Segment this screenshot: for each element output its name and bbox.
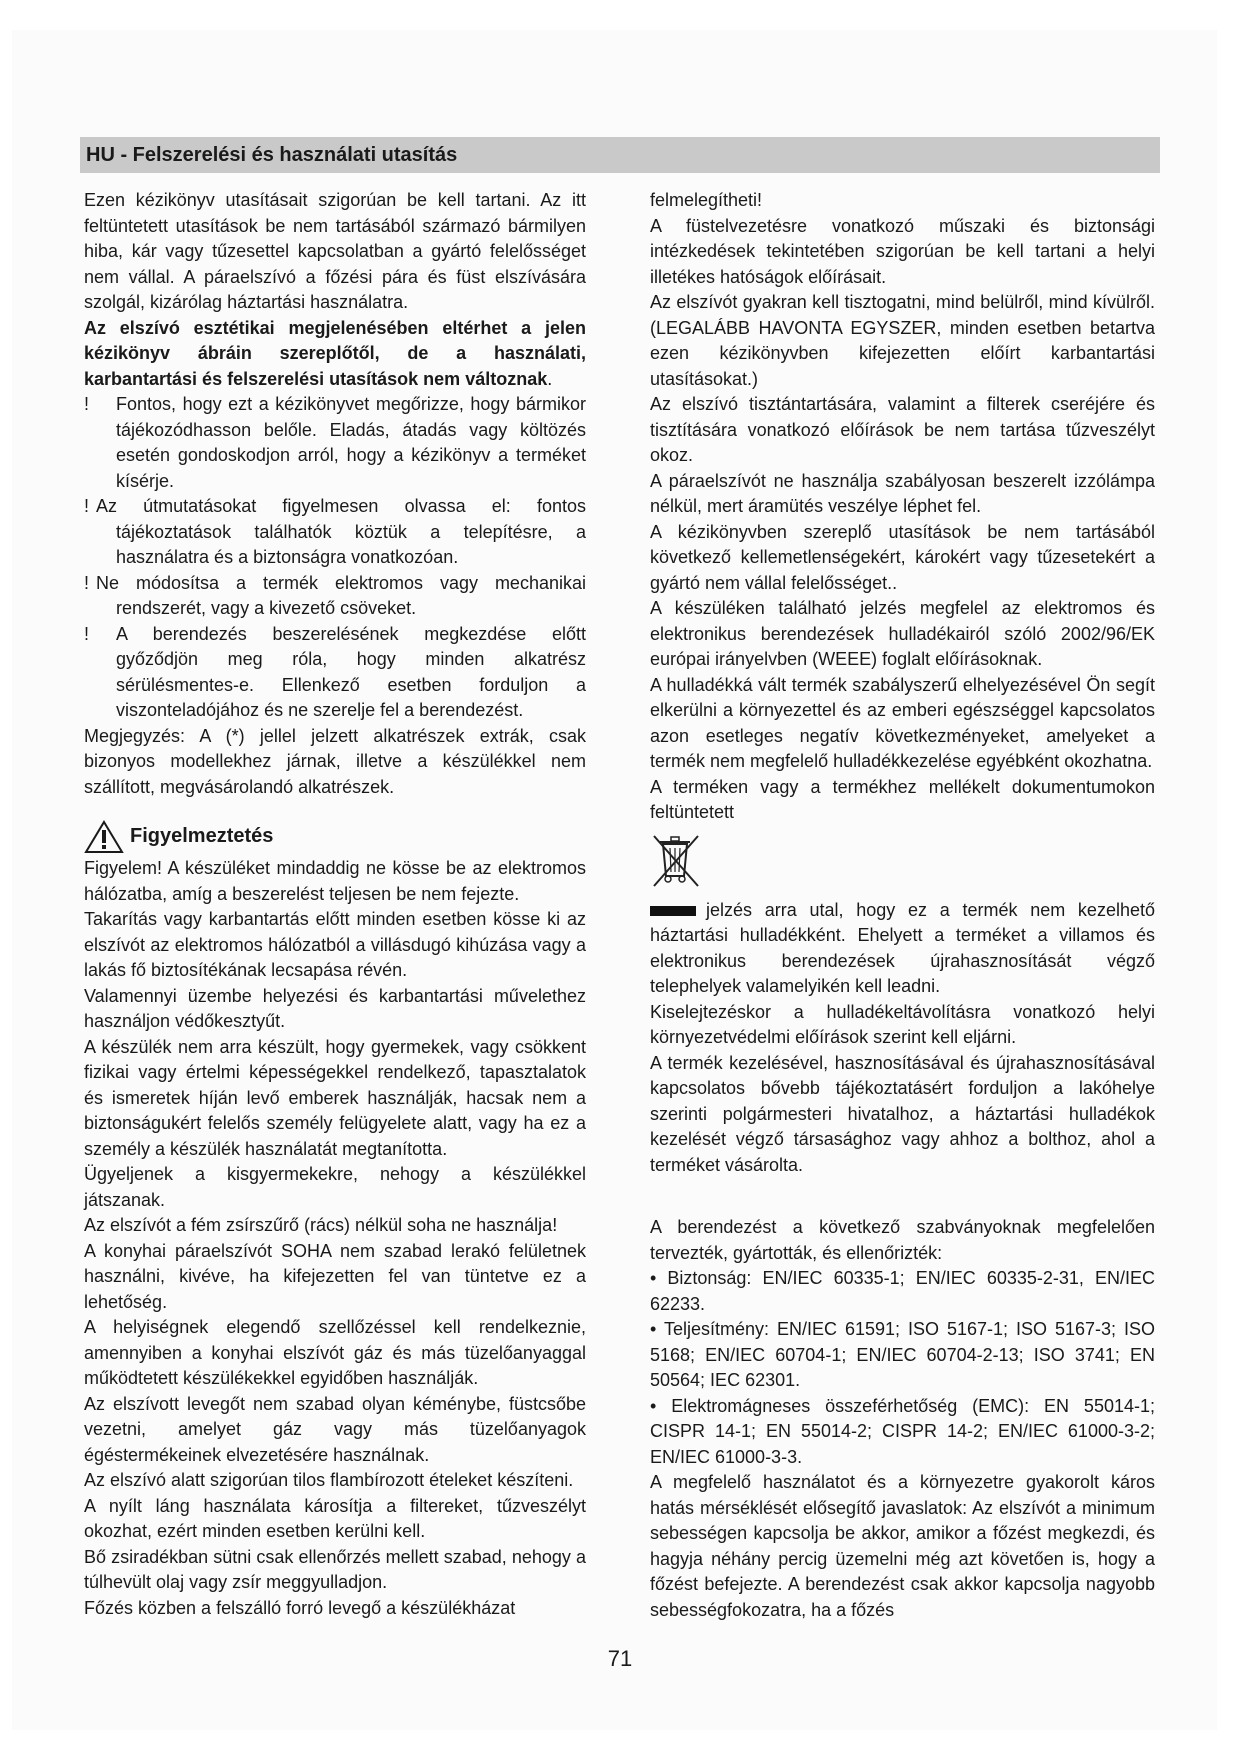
standards-item: • Biztonság: EN/IEC 60335-1; EN/IEC 60335-2-31, EN/IEC 62233. <box>650 1268 1155 1314</box>
warning-heading <box>84 820 586 854</box>
paragraph: A készüléken található jelzés megfelel az elektromos és elektronikus berendezések hulladékairól szóló 2002/96/EK európai irányelvben (WEEE) foglalt előírásoknak. <box>650 598 1155 669</box>
bullet-item: ! Az útmutatásokat figyelmesen olvassa el: fontos tájékoztatások találhatók köztük a telepítésre, a használatra és a biztonságra vonatkozóan. <box>84 496 586 567</box>
warning-paragraph: A konyhai páraelszívót SOHA nem szabad lerakó felületnek használni, kivéve, ha kifejezetten fel van tüntetve ez a lehetőség. <box>84 1240 586 1312</box>
warning-paragraph: Az elszívott levegőt nem szabad olyan kéménybe, füstcsőbe vezetni, amelyet gáz vagy más tüzelőanyagok égéstermékeinek elvezetésére használnak. <box>84 1393 586 1465</box>
warning-paragraph: A helyiségnek elegendő szellőzéssel kell rendelkeznie, amennyiben a konyhai elszívót gáz és más tüzelőanyaggal működtetett készülékekkel egyidőben használják. <box>84 1317 586 1388</box>
bullet-item: ! Fontos, hogy ezt a kézikönyvet megőrizze, hogy bármikor tájékozódhasson belőle. Eladás, átadás vagy költözés esetén gondoskodjon arról, hogy a kézikönyv a terméket kísérje. <box>84 394 586 491</box>
crossed-bin-icon <box>650 832 702 890</box>
paragraph: A hulladékká vált termék szabályszerű elhelyezésével Ön segít elkerülni a környezettel és az emberi egészséggel kapcsolatos azon esetleges negatív következményeket, amelyeket a termék nem megfelelő hulladékkezelése egyébként okozhatna. <box>650 674 1155 771</box>
intro-paragraph: Ezen kézikönyv utasításait szigorúan be kell tartani. Az itt feltüntetett utasítások be nem tartásából származó bármilyen hiba, kár vagy tűzesettel kapcsolatban a gyártó felelősséget nem vállal. A páraelszívó a főzési pára és füst elszívására szolgál, kizárólag háztartási használatra. <box>84 190 586 312</box>
warning-paragraph: Figyelem! A készüléket mindaddig ne kösse be az elektromos hálózatba, amíg a beszerelést teljesen be nem fejezte. <box>84 858 586 904</box>
spacer <box>650 1178 1155 1203</box>
warning-paragraph: Főzés közben a felszálló forró levegő a készülékházat <box>84 1597 516 1618</box>
paragraph: A terméken vagy a termékhez mellékelt dokumentumokon feltüntetett <box>650 776 1155 822</box>
black-bar-symbol <box>650 906 696 916</box>
page-title: HU - Felszerelési és használati utasítás <box>86 144 458 166</box>
standards-intro: A berendezést a következő szabványoknak megfelelően tervezték, gyártották, és ellenőrizték: <box>650 1217 1155 1263</box>
warning-triangle-icon <box>84 820 124 854</box>
warning-paragraph: Valamennyi üzembe helyezési és karbantartási művelethez használjon védőkesztyűt. <box>84 985 586 1031</box>
paragraph: Az elszívót gyakran kell tisztogatni, mind belülről, mind kívülről. (LEGALÁBB HAVONTA EGYSZER, minden esetben betartva ezen kézikönyvben kifejezetten előírt karbantartási utasításokat.) <box>650 292 1155 389</box>
warning-paragraph: Az elszívót a fém zsírszűrő (rács) nélkül soha ne használja! <box>84 1215 558 1235</box>
warning-paragraph: Ügyeljenek a kisgyermekekre, nehogy a készülékkel játszanak. <box>84 1164 586 1210</box>
page-number: 71 <box>607 1646 633 1671</box>
warning-title: Figyelmeztetés <box>130 825 274 848</box>
note-paragraph: Megjegyzés: A (*) jellel jelzett alkatrészek extrák, csak bizonyos modellekhez járnak, illetve a készülékkel nem szállított, megvásárolandó alkatrészek. <box>84 725 586 797</box>
right-column <box>650 188 1155 1623</box>
left-column <box>84 188 586 1621</box>
weee-paragraph: jelzés arra utal, hogy ez a termék nem kezelhető háztartási hulladékként. Ehelyett a terméket a villamos és elektronikus berendezések újrahasznosítását végző telephelyek valamelyikén kell leadni. <box>650 899 1155 996</box>
paragraph: A füstelvezetésre vonatkozó műszaki és biztonsági intézkedések tekintetében szigorúan be kell tartani a helyi illetékes hatóságok előírásait. <box>650 215 1155 287</box>
standards-item: • Teljesítmény: EN/IEC 61591; ISO 5167-1; ISO 5167-3; ISO 5168; EN/IEC 60704-1; EN/IEC 60704-2-13; ISO 3741; EN 50564; IEC 62301. <box>650 1319 1155 1390</box>
exclamation-mark: ! <box>84 623 90 644</box>
warning-paragraph: A készülék nem arra készült, hogy gyermekek, vagy csökkent fizikai vagy értelmi képességekkel rendelkező, tapasztalatok és ismeretek híján levő emberek használják, hacsak nem a biztonságukért felelős személy felügyelete alatt, vagy ha ez a személy a készülék használatát megtanította. <box>84 1036 586 1159</box>
warning-paragraph: A nyílt láng használata károsítja a filtereket, tűzveszélyt okozhat, ezért minden esetben kerülni kell. <box>84 1495 586 1541</box>
exclamation-mark: ! <box>84 572 90 593</box>
bullet-item: ! A berendezés beszerelésének megkezdése előtt győződjön meg róla, hogy minden alkatrész sérülésmentes-e. Ellenkező esetben forduljon a viszonteladójához és ne szerelje fel a berendezést. <box>84 623 586 720</box>
bullet-item: ! Ne módosítsa a termék elektromos vagy mechanikai rendszerét, vagy a kivezető csöveket. <box>84 572 586 618</box>
exclamation-mark: ! <box>84 394 90 414</box>
section-header <box>80 137 1160 173</box>
weee-symbol-row <box>650 832 1155 894</box>
warning-paragraph: Az elszívó alatt szigorúan tilos flambírozott ételeket készíteni. <box>84 1470 574 1490</box>
spacer <box>650 1203 1155 1215</box>
paragraph: Kiselejtezéskor a hulladékeltávolításra vonatkozó helyi környezetvédelmi előírások szerint kell eljárni. <box>650 1001 1155 1047</box>
paragraph: Az elszívó tisztántartására, valamint a filterek cseréjére és tisztítására vonatkozó előírások be nem tartása tűzveszélyt okoz. <box>650 394 1155 465</box>
closing-paragraph: A megfelelő használatot és a környezetre gyakorolt káros hatás mérséklését elősegítő javaslatok: Az elszívót a minimum sebességen kapcsolja be akkor, amikor a főzést megkezdi, és hagyja néhány percig üzemelni még azt követően is, hogy a főzést befejezte. A berendezést csak akkor kapcsolja nagyobb sebességfokozatra, ha a főzés <box>650 1472 1155 1620</box>
warning-paragraph: Bő zsiradékban sütni csak ellenőrzés mellett szabad, nehogy a túlhevült olaj vagy zsír meggyulladjon. <box>84 1546 586 1592</box>
paragraph: A kézikönyvben szereplő utasítások be nem tartásából következő kellemetlenségekért, károkért vagy tűzesetekért a gyártó nem vállal felelősséget.. <box>650 521 1155 593</box>
paragraph: felmelegítheti! <box>650 190 763 210</box>
paragraph: A termék kezelésével, hasznosításával és újrahasznosításával kapcsolatos bővebb tájékoztatásért forduljon a lakóhelye szerinti polgármesteri hivatalhoz, a háztartási hulladékok kezelését végző társasághoz vagy ahhoz a bolthoz, ahol a terméket vásárolta. <box>650 1052 1155 1175</box>
paragraph: A páraelszívót ne használja szabályosan beszerelt izzólámpa nélkül, mert áramütés veszélye léphet fel. <box>650 470 1155 516</box>
bold-note: Az elszívó esztétikai megjelenésében eltérhet a jelen kézikönyv ábráin szereplőtől, de a használati, karbantartási és felszerelési utasítások nem változnak. <box>84 317 586 389</box>
standards-item: • Elektromágneses összeférhetőség (EMC): EN 55014-1; CISPR 14-1; EN 55014-2; CISPR 14-2; EN/IEC 61000-3-2; EN/IEC 61000-3-3. <box>650 1395 1155 1467</box>
warning-paragraph: Takarítás vagy karbantartás előtt minden esetben kösse ki az elszívót az elektromos hálózatból a villásdugó kihúzása vagy a lakás fő biztosítékának lecsapása révén. <box>84 909 586 980</box>
exclamation-mark: ! <box>84 496 90 516</box>
